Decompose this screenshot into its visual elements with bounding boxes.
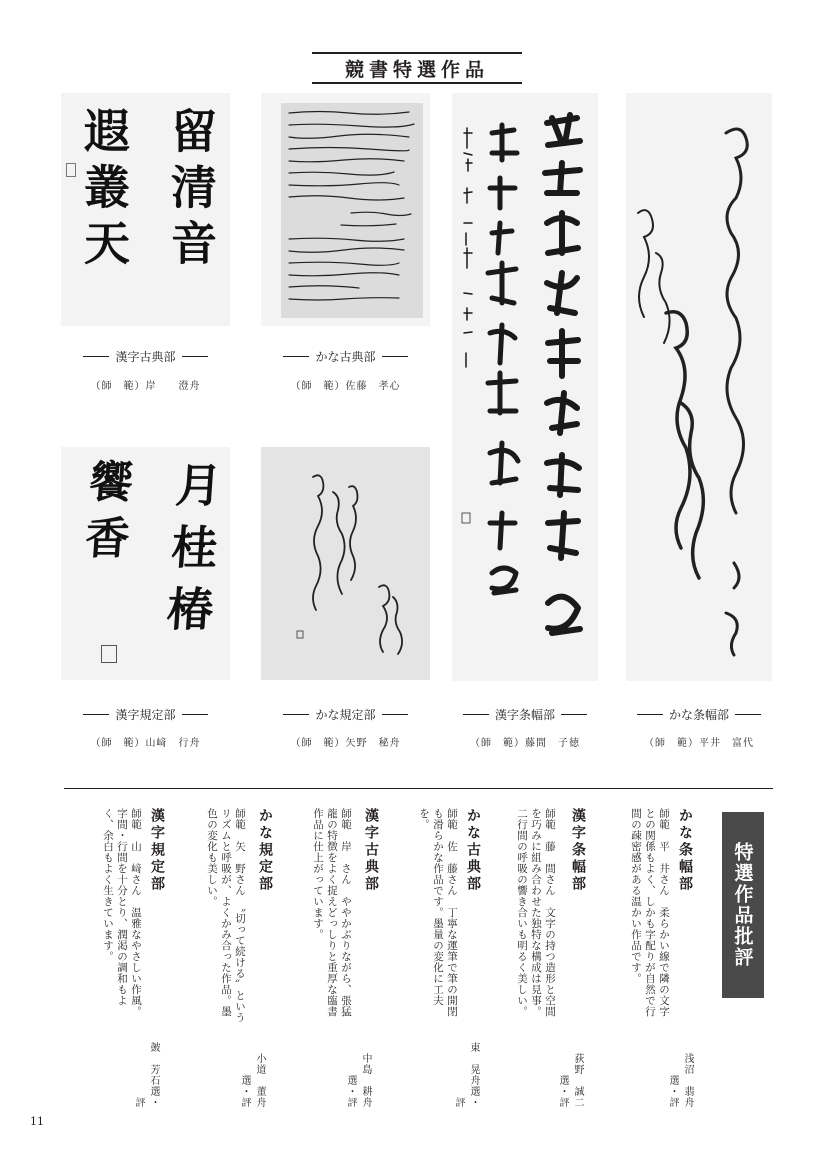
category-label: 漢字古典部 <box>115 350 176 364</box>
artwork-kana-scroll <box>626 93 772 681</box>
caption-kanji-classic <box>61 348 230 365</box>
caption-rule <box>283 714 309 715</box>
artwork-kana-classic <box>261 93 430 326</box>
category-label: かな条幅部 <box>668 708 729 722</box>
artwork-column-left: 饗香 <box>75 459 134 571</box>
seal-stamp <box>101 645 117 663</box>
critique-title: かな古典部 <box>465 808 481 893</box>
critique-title: 漢字規定部 <box>149 808 165 893</box>
caption-rule <box>83 356 109 357</box>
critique-heading: 特選作品批評 <box>722 812 764 998</box>
kana-script-lines <box>261 93 430 326</box>
caption-kana-scroll <box>626 706 772 723</box>
caption-rule <box>382 714 408 715</box>
artwork-kanji-regulation <box>61 447 230 680</box>
critique-signature: 浅沼 翡舟選・評 <box>667 1053 693 1108</box>
category-label: かな古典部 <box>315 350 376 364</box>
caption-kana-classic <box>261 348 430 365</box>
teacher-name: （師 範）平井 富代 <box>644 738 754 749</box>
page-number: 11 <box>30 1115 44 1128</box>
artwork-kanji-scroll <box>452 93 598 681</box>
critique-signature: 皷 芳石選・評 <box>133 1042 159 1108</box>
artwork-column-right: 留清音 <box>164 107 218 275</box>
critique-signature: 小道 董舟選・評 <box>239 1053 265 1108</box>
caption-kanji-scroll <box>452 706 598 723</box>
caption-kanji-regulation <box>61 706 230 723</box>
critique-body: 師範 岸 さん ややかぶりながら、張猛龍の特徴をよく捉えどっしりと重厚な臨書作品に仕上がっています。 <box>312 808 352 1017</box>
artwork-kana-regulation <box>261 447 430 680</box>
critique-body: 師範 山 﨑さん 温雅なやさしい作風。字間・行間を十分とり、潤渇の調和もよく、余白もよく生きています。 <box>102 808 142 1017</box>
caption-rule <box>83 714 109 715</box>
caption-rule <box>182 714 208 715</box>
critique-title: 漢字条幅部 <box>570 808 586 893</box>
critique-title: かな条幅部 <box>677 808 693 893</box>
caption-kana-regulation <box>261 706 430 723</box>
critique-body: 師範 佐 藤さん 丁寧な運筆で筆の開閉も滑らかな作品です。墨量の変化に工夫を。 <box>418 808 458 1017</box>
critique-title: 漢字古典部 <box>363 808 379 893</box>
critique-section <box>85 808 725 1108</box>
caption-rule <box>463 714 489 715</box>
kanji-scroll-brushwork <box>452 93 598 681</box>
critique-body: 師範 矢 野さん 〝切って続ける〟というリズムと呼吸が、よくかみ合った作品。墨色の変化も美しい。 <box>206 808 246 1023</box>
category-label: 漢字条幅部 <box>494 708 555 722</box>
artwork-kanji-classic <box>61 93 230 326</box>
critique-title: かな規定部 <box>257 808 273 893</box>
artwork-column-right: 月桂椿 <box>157 461 225 647</box>
critique-body: 師範 藤 間さん 文字の持つ造形と空間を巧みに組み合わせた独特な構成は見事。二行間の呼吸の響き合いも明るく美しい。 <box>516 808 556 1017</box>
category-label: 漢字規定部 <box>115 708 176 722</box>
page-title: 競書特選作品 <box>312 52 522 84</box>
kana-regulation-brushwork <box>261 447 430 680</box>
section-divider <box>64 788 773 789</box>
critique-signature: 東 晃舟選・評 <box>453 1042 479 1108</box>
caption-rule <box>561 714 587 715</box>
caption-rule <box>283 356 309 357</box>
caption-rule <box>182 356 208 357</box>
teacher-name: （師 範）山﨑 行舟 <box>90 738 201 749</box>
caption-rule <box>735 714 761 715</box>
teacher-name: （師 範）佐藤 孝心 <box>290 381 401 392</box>
category-label: かな規定部 <box>315 708 376 722</box>
critique-signature: 荻野 誠二選・評 <box>557 1053 583 1108</box>
teacher-name: （師 範）矢野 秘舟 <box>290 738 401 749</box>
critique-body: 師範 平 井さん 柔らかい線で隣の文字との関係もよく、しかも字配りが自然で行間の疎密感がある温かい作品です。 <box>630 808 670 1017</box>
seal-stamp <box>462 513 470 523</box>
critique-signature: 中島 耕舟選・評 <box>345 1053 371 1108</box>
seal-stamp <box>66 163 76 177</box>
caption-rule <box>382 356 408 357</box>
kana-scroll-brushwork <box>626 93 772 681</box>
artwork-column-left: 遐叢天 <box>77 107 131 275</box>
caption-rule <box>637 714 663 715</box>
teacher-name: （師 範）岸 澄舟 <box>90 381 201 392</box>
teacher-name: （師 範）藤間 子徳 <box>470 738 580 749</box>
